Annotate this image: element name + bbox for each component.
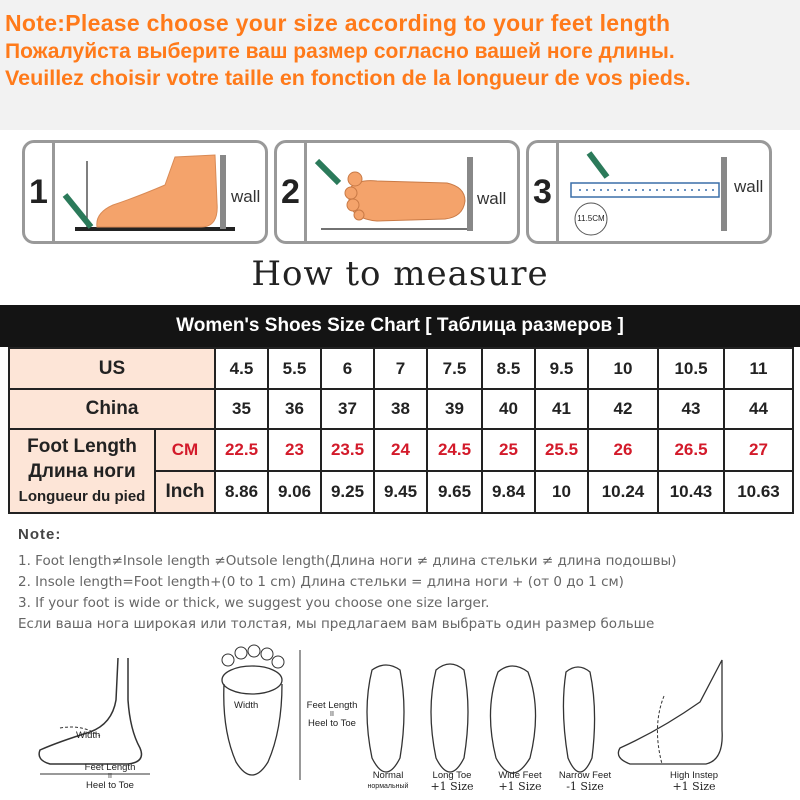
measure-step-2	[274, 140, 520, 244]
foot-type-sub: -1 Size	[566, 780, 604, 793]
caption-line: II	[330, 711, 334, 718]
foot-length-label-en: Foot Length	[27, 435, 137, 457]
inch-cell: 9.25	[321, 471, 374, 513]
us-cell: 8.5	[482, 348, 535, 389]
caption-line: Heel to Toe	[308, 718, 356, 729]
foot-type-sub: +1 Size	[498, 780, 542, 793]
cm-cell: 27	[724, 429, 793, 471]
foot-length-label-ru: Длина ноги	[28, 460, 136, 482]
note-item: 1. Foot length≠Insole length ≠Outsole length(Длина ноги ≠ длина стельки ≠ длина подошвы)	[18, 553, 677, 569]
foot-type-name: Normal	[372, 770, 404, 781]
header-line-russian: Пожалуйста выберите ваш размер согласно вашей ноге длины.	[5, 40, 675, 63]
note-item: Если ваша нога широкая или толстая, мы предлагаем вам выбрать один размер больше	[18, 616, 655, 632]
cm-cell: 24	[374, 429, 427, 471]
cm-cell: 23	[268, 429, 321, 471]
measure-step-1	[22, 140, 268, 244]
sole-width-label: Width	[234, 700, 259, 711]
note-item: 3. If your foot is wide or thick, we suggest you choose one size larger.	[18, 595, 490, 611]
us-cell: 7.5	[427, 348, 482, 389]
inch-cell: 10.63	[724, 471, 793, 513]
us-cell: 9.5	[535, 348, 588, 389]
us-label: US	[9, 348, 215, 389]
size-chart-title: Women's Shoes Size Chart [ Таблица размеров ]	[0, 305, 800, 347]
inch-cell: 10	[535, 471, 588, 513]
caption-line: II	[108, 773, 112, 780]
header-line-french: Veuillez choisir votre taille en fonction de la longueur de vos pieds.	[5, 66, 691, 90]
foot-type-name: Long Toe	[432, 770, 472, 781]
cm-cell: 22.5	[215, 429, 268, 471]
side-length-label	[80, 762, 140, 791]
how-to-measure-title: How to measure	[251, 254, 549, 294]
inch-cell: 9.45	[374, 471, 427, 513]
inch-cell: 9.65	[427, 471, 482, 513]
foot-type-sub: +1 Size	[430, 780, 474, 793]
cm-cell: 25	[482, 429, 535, 471]
foot-length-label	[9, 429, 155, 513]
inch-cell: 8.86	[215, 471, 268, 513]
china-cell: 36	[268, 389, 321, 429]
foot-type-long-toe	[426, 770, 478, 792]
foot-type-wide	[494, 770, 546, 792]
china-cell: 41	[535, 389, 588, 429]
inch-unit-label: Inch	[155, 471, 215, 513]
cm-cell: 26.5	[658, 429, 724, 471]
side-width-label: Width	[76, 730, 101, 741]
us-cell: 6	[321, 348, 374, 389]
foot-type-narrow	[556, 770, 614, 792]
cm-cell: 26	[588, 429, 658, 471]
step-number: 2	[277, 143, 307, 241]
header-banner	[0, 0, 800, 130]
ruler-measurement-badge: 11.5CM	[577, 214, 605, 223]
us-cell: 5.5	[268, 348, 321, 389]
foot-type-name: High Instep	[669, 770, 719, 781]
china-cell: 38	[374, 389, 427, 429]
sole-length-label	[302, 700, 362, 729]
size-chart-table	[8, 347, 794, 514]
foot-length-label-fr: Longueur du pied	[18, 487, 146, 505]
china-cell: 42	[588, 389, 658, 429]
wall-label: wall	[734, 177, 764, 196]
caption-line: Heel to Toe	[86, 780, 134, 791]
us-cell: 7	[374, 348, 427, 389]
china-cell: 39	[427, 389, 482, 429]
china-cell: 35	[215, 389, 268, 429]
china-size-row	[9, 389, 793, 429]
inch-cell: 9.84	[482, 471, 535, 513]
inch-cell: 10.24	[588, 471, 658, 513]
inch-cell: 10.43	[658, 471, 724, 513]
china-cell: 44	[724, 389, 793, 429]
notes-title: Note:	[18, 526, 62, 543]
us-cell: 10	[588, 348, 658, 389]
step-number: 1	[25, 143, 55, 241]
cm-size-row	[9, 429, 793, 471]
china-cell: 40	[482, 389, 535, 429]
step-number: 3	[529, 143, 559, 241]
foot-type-name: Narrow Feet	[558, 770, 612, 781]
cm-unit-label: CM	[155, 429, 215, 471]
china-label: China	[9, 389, 215, 429]
foot-type-sub: нормальный	[367, 783, 409, 790]
foot-type-name: Wide Feet	[498, 770, 542, 781]
foot-type-high-instep	[664, 770, 724, 792]
measure-step-3	[526, 140, 772, 244]
us-size-row	[9, 348, 793, 389]
cm-cell: 25.5	[535, 429, 588, 471]
us-cell: 11	[724, 348, 793, 389]
wall-label: wall	[231, 187, 261, 206]
china-cell: 37	[321, 389, 374, 429]
cm-cell: 24.5	[427, 429, 482, 471]
notes-section	[18, 526, 676, 635]
china-cell: 43	[658, 389, 724, 429]
us-cell: 10.5	[658, 348, 724, 389]
inch-cell: 9.06	[268, 471, 321, 513]
foot-type-sub: +1 Size	[672, 780, 716, 793]
note-item: 2. Insole length=Foot length+(0 to 1 cm) Длина стельки = длина ноги + (от 0 до 1 см)	[18, 574, 624, 590]
caption-line: Feet Length	[306, 700, 358, 711]
caption-line: Feet Length	[84, 762, 136, 773]
wall-label: wall	[477, 189, 507, 208]
header-line-english: Note:Please choose your size according to your feet length	[5, 10, 671, 36]
foot-diagrams-section	[0, 640, 800, 800]
foot-type-normal	[364, 770, 412, 792]
cm-cell: 23.5	[321, 429, 374, 471]
us-cell: 4.5	[215, 348, 268, 389]
